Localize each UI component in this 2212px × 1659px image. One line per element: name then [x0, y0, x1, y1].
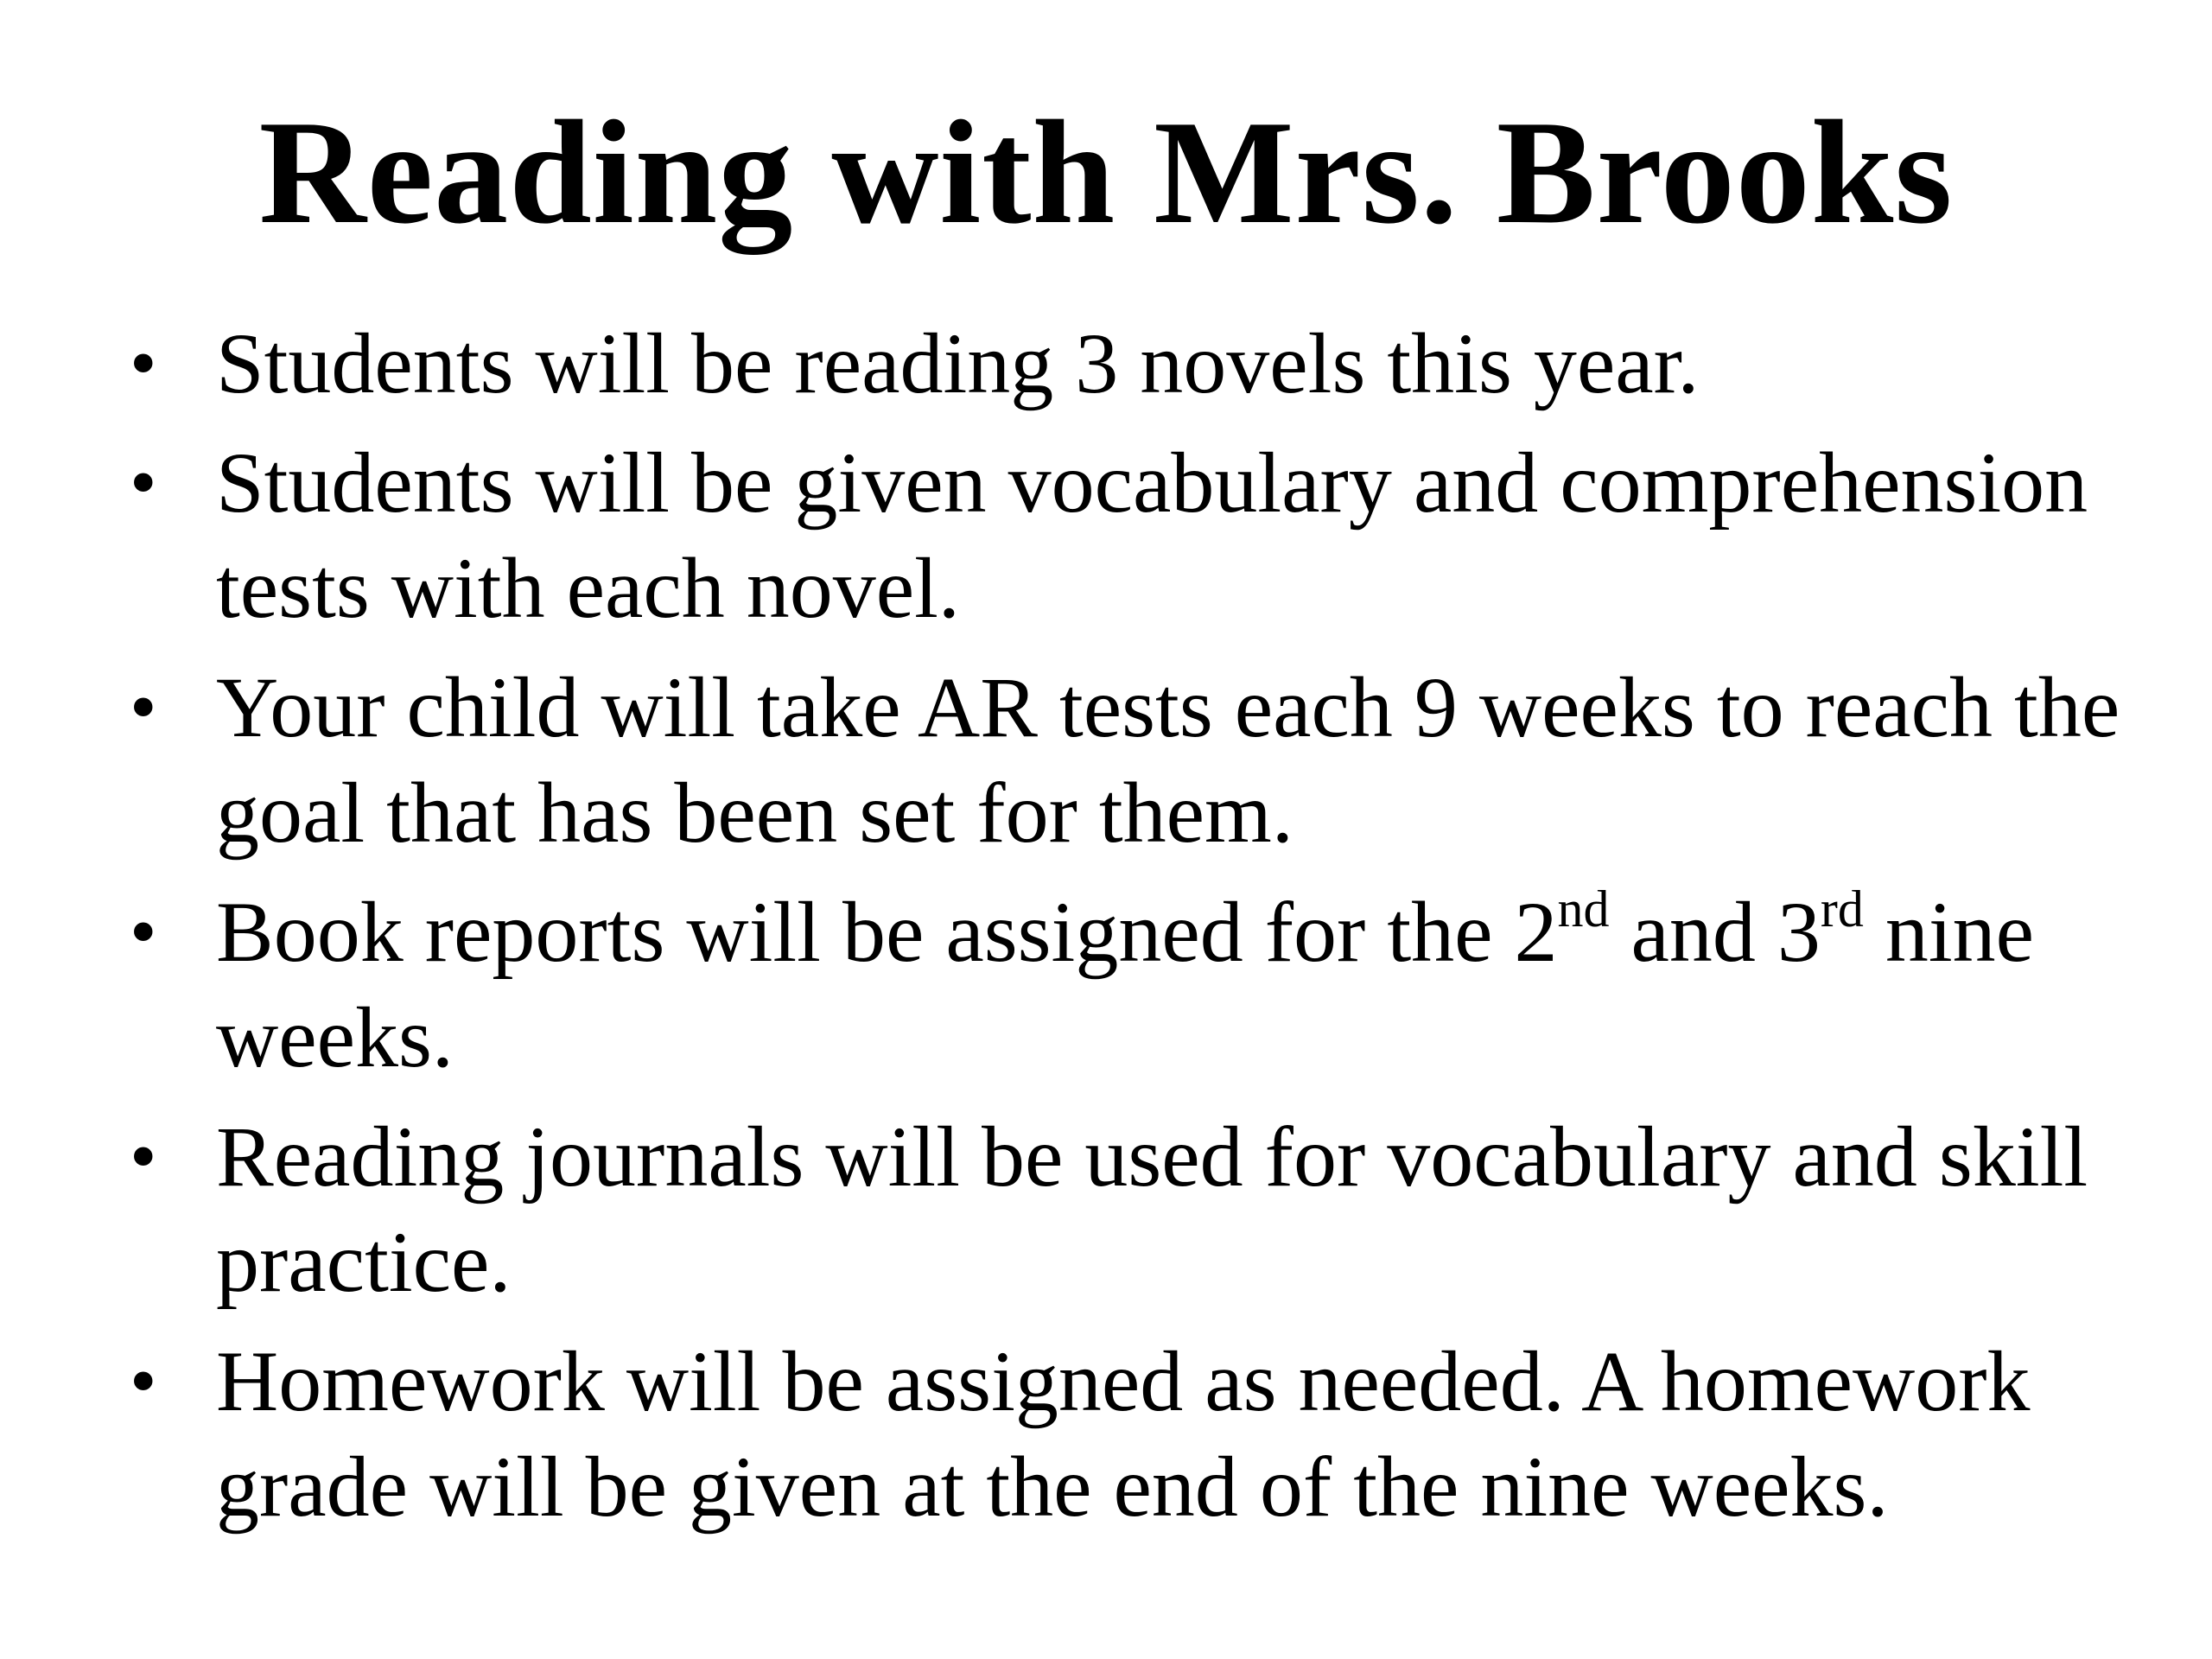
bullet-text: Homework will be assigned as needed. A homework grade will be given at the end of the nine weeks. [216, 1333, 2031, 1535]
bullet-text: Students will be given vocabulary and comprehension tests with each novel. [216, 435, 2088, 636]
bullet-item [130, 655, 2143, 866]
bullet-list [130, 311, 2143, 1554]
slide-title: Reading with Mrs. Brooks [258, 91, 1954, 255]
bullet-text-part: nine weeks. [216, 884, 2035, 1085]
bullet-dot-icon: • [130, 664, 157, 750]
bullet-text-part: Book reports will be assigned for the 2 [216, 884, 1558, 980]
bullet-text [216, 880, 2035, 1085]
bullet-dot-icon: • [130, 440, 157, 525]
bullet-dot-icon: • [130, 321, 157, 406]
bullet-item [130, 311, 2143, 416]
bullet-item [130, 1329, 2143, 1540]
bullet-text: Students will be reading 3 novels this year. [216, 315, 1700, 411]
ordinal-suffix: rd [1820, 880, 1864, 938]
bullet-item [130, 880, 2143, 1090]
bullet-dot-icon: • [130, 1114, 157, 1199]
bullet-text: Your child will take AR tests each 9 weeks to reach the goal that has been set for them. [216, 659, 2120, 861]
bullet-item [130, 430, 2143, 641]
ordinal-suffix: nd [1557, 880, 1610, 938]
bullet-dot-icon: • [130, 1338, 157, 1424]
bullet-text-part: and 3 [1609, 884, 1821, 980]
bullet-text: Reading journals will be used for vocabulary and skill practice. [216, 1109, 2088, 1310]
bullet-dot-icon: • [130, 889, 157, 975]
bullet-item [130, 1104, 2143, 1315]
